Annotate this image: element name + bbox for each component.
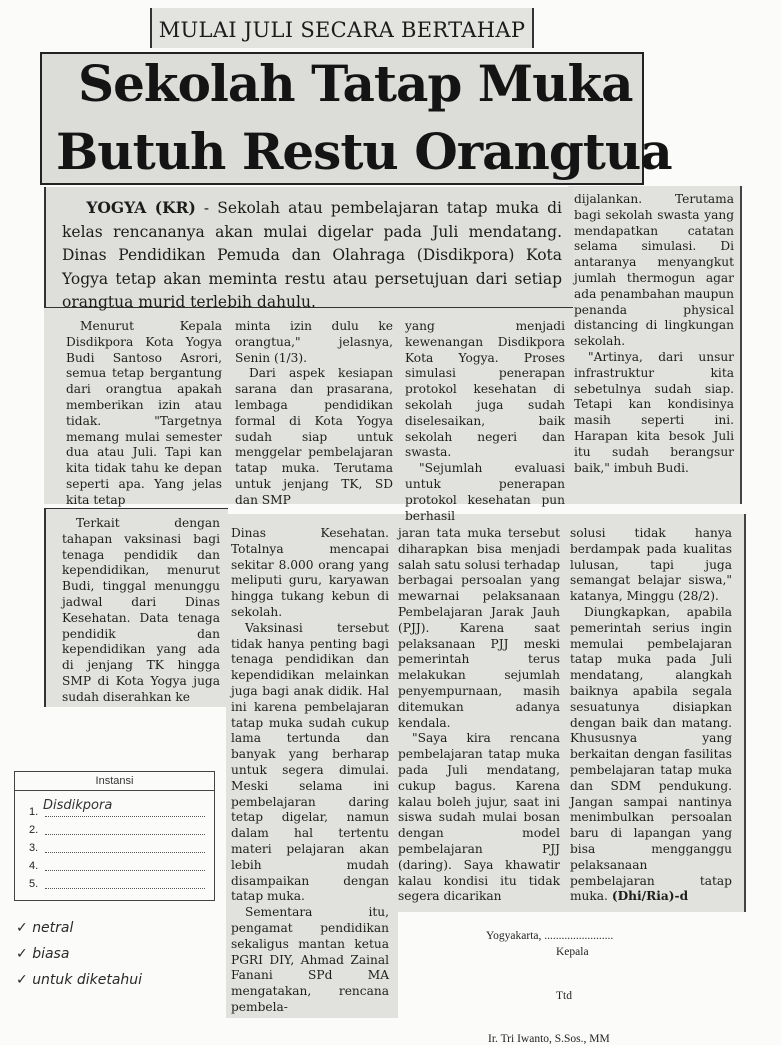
lead-text: - Sekolah atau pembelajaran tatap muka di kelas rencananya akan mulai digelar pada Juli mendatang. Dinas Pendidikan Pemuda dan Olahraga (Disdikpora) Kota Yogya tetap akan meminta restu atau persetujuan dari setiap orangtua murid terlebih dahulu.: [62, 199, 563, 311]
article-column-top-3: [405, 319, 565, 524]
paragraph: "Saya kira rencana pembelajaran tatap muka pada Juli mendatang, cukup bagus. Karena kalau boleh jujur, saat ini siswa sudah mulai bosan dengan model pembelajaran PJJ (daring). Saya khawatir kalau kondisi itu tidak segera dicarikan: [398, 731, 560, 904]
paragraph: Menurut Kepala Disdikpora Kota Yogya Budi Santoso Asrori, semua tetap bergantung dari orangtua apakah memberikan izin atau tidak. "Targetnya memang mulai semester dua atau Juli. Tapi kan kita tidak tahu ke depan seperti apa. Yang jelas kita tetap: [66, 319, 222, 507]
note-text: biasa: [32, 946, 70, 962]
paragraph: Dari aspek kesiapan sarana dan prasarana, lembaga pendidikan formal di Kota Yogya sudah siap untuk menggelar pembelajaran tatap muka. Terutama untuk jenjang TK, SD dan SMP: [235, 366, 393, 507]
article-column-right: [574, 192, 734, 476]
paragraph: dijalankan. Terutama bagi sekolah swasta yang mendapatkan catatan selama simulasi. Di antaranya menyangkut jumlah thermogun agar ada penambahan maupun penanda physical distancing di lingkungan sekolah.: [574, 192, 734, 349]
paragraph: solusi tidak hanya berdampak pada kualitas lulusan, tapi juga semangat belajar siswa," katanya, Minggu (28/2).: [570, 526, 732, 604]
signature-name: Ir. Tri Iwanto, S.Sos., MM: [488, 1033, 610, 1045]
article-column-bottom-4: [570, 526, 732, 905]
handwritten-instansi: Disdikpora: [43, 798, 113, 813]
article-column-bottom-1: [62, 516, 220, 706]
lead-paragraph: [62, 196, 562, 315]
note-text: untuk diketahui: [32, 972, 143, 988]
headline-line-2: Butuh Restu Orangtua: [56, 122, 672, 181]
kicker: MULAI JULI SECARA BERTAHAP: [150, 8, 534, 48]
form-row-number: 5.: [29, 878, 39, 890]
form-row-line[interactable]: [45, 870, 205, 871]
paragraph: minta izin dulu ke orangtua," jelasnya, Senin (1/3).: [235, 319, 393, 365]
form-row-line[interactable]: [45, 852, 205, 853]
signature-place: Yogyakarta, ........................: [486, 930, 614, 942]
paragraph: [570, 605, 732, 905]
paragraph: "Artinya, dari unsur infrastruktur kita sebetulnya sudah siap. Tetapi kan kondisinya masih seperti ini. Harapan kita besok Juli itu sudah berangsur baik," imbuh Budi.: [574, 349, 734, 475]
signature-role: Kepala: [556, 946, 589, 958]
form-row-line[interactable]: [45, 816, 205, 817]
paragraph: Sementara itu, pengamat pendidikan sekaligus mantan ketua PGRI DIY, Ahmad Zainal Fanani SPd MA mengatakan, rencana pembela-: [231, 905, 389, 1014]
headline-line-1: Sekolah Tatap Muka: [78, 54, 633, 113]
paragraph: "Sejumlah evaluasi untuk penerapan protokol kesehatan pun berhasil: [405, 461, 565, 523]
paragraph: Vaksinasi tersebut tidak hanya penting bagi tenaga pendidikan dan kependidikan melainkan juga bagi anak didik. Hal ini karena pembelajaran tatap muka sudah cukup lama tertunda dan banyak yang berharap untuk segera dimulai. Meski selama ini pembelajaran daring tetap digelar, namun dalam hal tertentu materi pelajaran akan lebih mudah disampaikan dengan tatap muka.: [231, 620, 389, 904]
paragraph-text: Diungkapkan, apabila pemerintah serius ingin memulai pembelajaran tatap muka pada Juli mendatang, alangkah baiknya apabila segala sesuatunya disiapkan dengan baik dan matang. Khususnya yang berkaitan dengan fasilitas pembelajaran tatap muka dan SDM pendukung. Jangan sampai nantinya menimbulkan persoalan baru di lapangan yang bisa mengganggu pelaksanaan pembelajaran tatap muka.: [570, 604, 732, 904]
author-signoff: (Dhi/Ria)-d: [611, 889, 689, 904]
form-row-line[interactable]: [45, 834, 205, 835]
handwritten-note: ✓ untuk diketahui: [16, 972, 143, 988]
article-column-top-2: [235, 319, 393, 509]
paragraph: Dinas Kesehatan. Totalnya mencapai sekitar 8.000 orang yang meliputi guru, karyawan hingga tukang kebun di sekolah.: [231, 526, 389, 619]
article-column-bottom-2: [231, 526, 389, 1016]
form-row-number: 1.: [29, 806, 39, 818]
paragraph: jaran tata muka tersebut diharapkan bisa menjadi salah satu solusi terhadap berbagai persoalan yang mewarnai pelaksanaan Pembelajaran Jarak Jauh (PJJ). Karena saat pelaksanaan PJJ meski pemerintah terus melakukan sejumlah penyempurnaan, masih ditemukan adanya kendala.: [398, 526, 560, 730]
article-column-top-1: [66, 319, 222, 509]
handwritten-note: ✓ netral: [16, 920, 74, 936]
paragraph: yang menjadi kewenangan Disdikpora Kota Yogya. Proses simulasi penerapan protokol kesehatan di sekolah juga sudah diselesaikan, baik sekolah negeri dan swasta.: [405, 319, 565, 460]
handwritten-note: ✓ biasa: [16, 946, 70, 962]
form-row-number: 2.: [29, 824, 39, 836]
disposition-form: [14, 771, 215, 901]
note-text: netral: [32, 920, 74, 936]
form-title: Instansi: [15, 772, 214, 791]
signature-ttd: Ttd: [556, 990, 572, 1002]
form-row-line[interactable]: [45, 888, 205, 889]
paragraph: Terkait dengan tahapan vaksinasi bagi tenaga pendidik dan kependidikan, menurut Budi, tinggal menunggu jadwal dari Dinas Kesehatan. Data tenaga pendidik dan kependidikan yang ada di jenjang TK hingga SMP di Kota Yogya juga sudah diserahkan ke: [62, 516, 220, 704]
article-column-bottom-3: [398, 526, 560, 905]
form-row-number: 4.: [29, 860, 39, 872]
dateline: YOGYA (KR): [86, 198, 196, 217]
form-row-number: 3.: [29, 842, 39, 854]
